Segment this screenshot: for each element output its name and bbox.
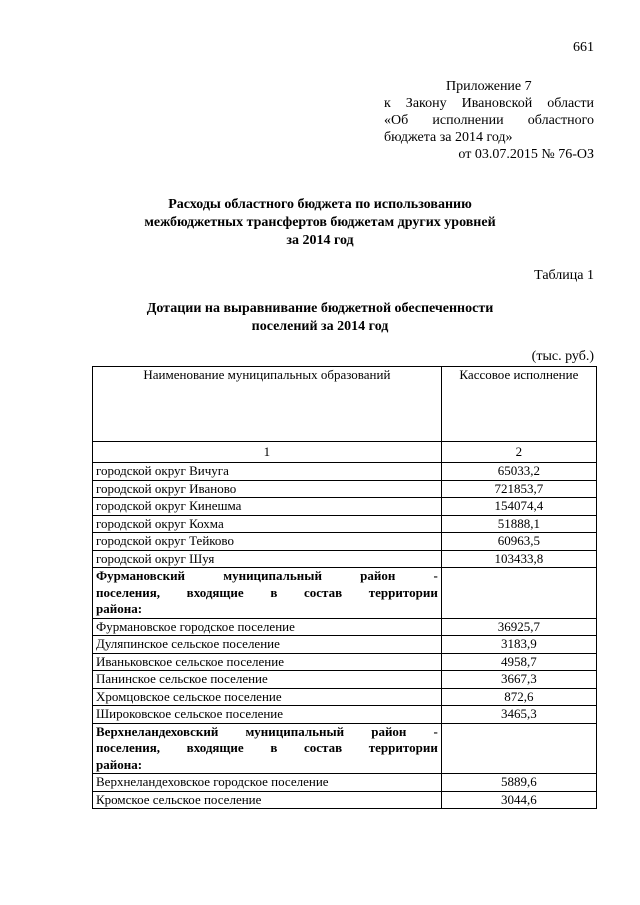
table-row [93, 671, 597, 689]
row-name: Дуляпинское сельское поселение [93, 636, 442, 654]
row-value: 3044,6 [441, 791, 596, 809]
group-name [93, 723, 442, 774]
table-row [93, 480, 597, 498]
row-name: Хромцовское сельское поселение [93, 688, 442, 706]
group-value-empty [441, 568, 596, 619]
group-name-line-1: Верхнеландеховский муниципальный район - [96, 723, 438, 739]
table-row [93, 498, 597, 516]
table-row [93, 791, 597, 809]
table-label: Таблица 1 [534, 268, 594, 283]
subtitle-line-2: поселений за 2014 год [251, 319, 389, 334]
row-value: 872,6 [441, 688, 596, 706]
page-number: 661 [573, 40, 594, 55]
row-name: Фурмановское городское поселение [93, 618, 442, 636]
group-value-empty [441, 723, 596, 774]
units-label: (тыс. руб.) [531, 349, 594, 364]
appendix-line-1: Приложение 7 [446, 79, 532, 94]
row-name: городской округ Кинешма [93, 498, 442, 516]
document-title [100, 196, 540, 250]
group-header-row [93, 723, 597, 774]
group-name-line-1: Фурмановский муниципальный район - [96, 568, 438, 583]
row-value: 3183,9 [441, 636, 596, 654]
table-row [93, 463, 597, 481]
row-name: Кромское сельское поселение [93, 791, 442, 809]
group-name-line-3: района: [96, 756, 143, 772]
row-name: Широковское сельское поселение [93, 706, 442, 724]
table-row [93, 706, 597, 724]
subsidies-table [92, 366, 597, 809]
group-header-row [93, 568, 597, 619]
header-municipality: Наименование муниципальных образований [93, 367, 442, 442]
title-line-3: за 2014 год [286, 233, 354, 248]
row-name: городской округ Шуя [93, 550, 442, 568]
group-name-line-2: поселения, входящие в состав территории [96, 584, 438, 600]
row-value: 154074,4 [441, 498, 596, 516]
appendix-line-5: от 03.07.2015 № 76-ОЗ [458, 147, 594, 162]
appendix-line-4: бюджета за 2014 год» [384, 130, 513, 145]
row-value: 103433,8 [441, 550, 596, 568]
table-row [93, 515, 597, 533]
title-line-1: Расходы областного бюджета по использованию [168, 197, 472, 212]
row-name: Верхнеландеховское городское поселение [93, 774, 442, 792]
table-row [93, 618, 597, 636]
table-row [93, 533, 597, 551]
table-header-row [93, 367, 597, 442]
row-value: 3667,3 [441, 671, 596, 689]
row-name: городской округ Иваново [93, 480, 442, 498]
table-row [93, 653, 597, 671]
column-number-2: 2 [441, 442, 596, 463]
table-row [93, 550, 597, 568]
row-name: городской округ Вичуга [93, 463, 442, 481]
row-value: 721853,7 [441, 480, 596, 498]
header-execution: Кассовое исполнение [441, 367, 596, 442]
table-row [93, 774, 597, 792]
row-value: 60963,5 [441, 533, 596, 551]
row-value: 3465,3 [441, 706, 596, 724]
row-name: городской округ Тейково [93, 533, 442, 551]
appendix-block [384, 78, 594, 163]
row-value: 65033,2 [441, 463, 596, 481]
appendix-line-2: к Закону Ивановской области [384, 96, 594, 111]
column-number-1: 1 [93, 442, 442, 463]
title-line-2: межбюджетных трансфертов бюджетам других уровней [144, 215, 496, 230]
table-row [93, 636, 597, 654]
table-row [93, 688, 597, 706]
row-value: 36925,7 [441, 618, 596, 636]
subtitle-line-1: Дотации на выравнивание бюджетной обеспеченности [146, 301, 494, 316]
row-value: 4958,7 [441, 653, 596, 671]
group-name-line-2: поселения, входящие в состав территории [96, 740, 438, 755]
row-name: городской округ Кохма [93, 515, 442, 533]
table-subtitle [100, 300, 540, 336]
row-value: 5889,6 [441, 774, 596, 792]
group-name [93, 568, 442, 619]
appendix-line-3: «Об исполнении областного [384, 113, 594, 128]
row-name: Иваньковское сельское поселение [93, 653, 442, 671]
group-name-line-3: района: [96, 601, 143, 616]
row-value: 51888,1 [441, 515, 596, 533]
row-name: Панинское сельское поселение [93, 671, 442, 689]
column-number-row [93, 442, 597, 463]
